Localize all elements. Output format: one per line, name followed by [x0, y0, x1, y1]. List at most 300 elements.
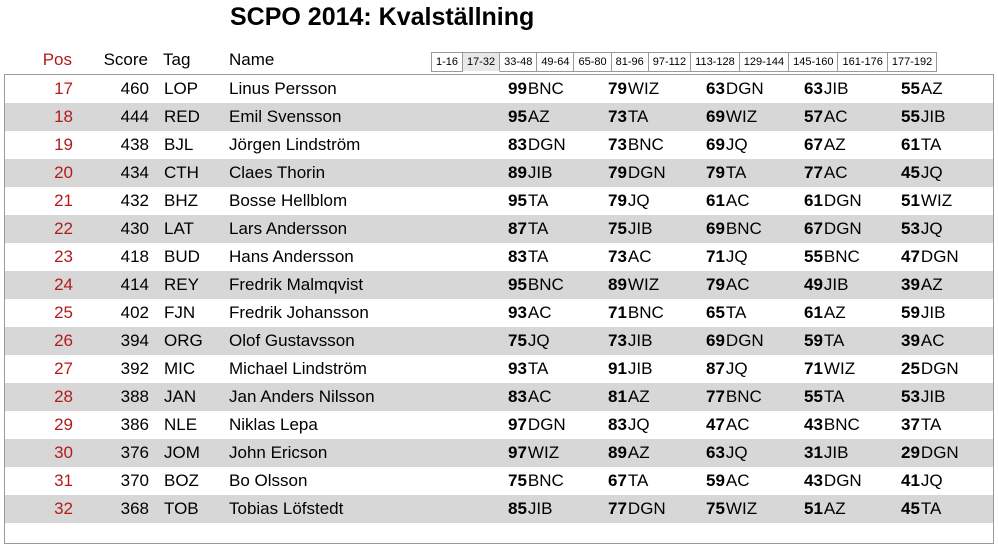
machine-score: 43: [804, 415, 823, 434]
row-name: Niklas Lepa: [229, 415, 318, 434]
machine-score: 59: [804, 331, 823, 350]
row-tag: CTH: [164, 163, 199, 182]
machine-code: DGN: [823, 471, 862, 490]
machine-score: 95: [508, 275, 527, 294]
row-name: Emil Svensson: [229, 107, 342, 126]
machine-score: 77: [706, 387, 725, 406]
machine-code: AC: [725, 471, 750, 490]
row-score: 386: [120, 415, 149, 434]
machine-code: DGN: [823, 219, 862, 238]
machine-result: [608, 359, 652, 379]
machine-result: [804, 471, 862, 491]
machine-score: 43: [804, 471, 823, 490]
machine-code: JQ: [920, 163, 943, 182]
tab-range[interactable]: 17-32: [463, 52, 500, 72]
machine-code: AC: [725, 275, 750, 294]
machine-result: [706, 219, 762, 239]
machine-result: [608, 247, 652, 267]
machine-result: [706, 79, 764, 99]
row-pos: 25: [54, 303, 73, 322]
machine-score: 41: [901, 471, 920, 490]
machine-score: 89: [508, 163, 527, 182]
row-tag: TOB: [164, 499, 199, 518]
machine-score: 79: [706, 275, 725, 294]
machine-result: [706, 107, 757, 127]
machine-result: [804, 331, 844, 351]
table-row: [5, 131, 993, 159]
row-pos: 31: [54, 471, 73, 490]
machine-code: AZ: [527, 107, 550, 126]
machine-result: [508, 107, 550, 127]
machine-score: 79: [706, 163, 725, 182]
machine-code: JQ: [627, 191, 650, 210]
row-pos: 30: [54, 443, 73, 462]
machine-result: [608, 415, 650, 435]
machine-code: JIB: [823, 443, 849, 462]
machine-code: JIB: [920, 303, 946, 322]
machine-score: 91: [608, 359, 627, 378]
machine-result: [901, 471, 943, 491]
machine-score: 45: [901, 499, 920, 518]
machine-result: [804, 107, 848, 127]
row-tag: BOZ: [164, 471, 199, 490]
machine-code: BNC: [823, 247, 860, 266]
machine-result: [901, 359, 959, 379]
machine-code: DGN: [627, 499, 666, 518]
machine-result: [508, 219, 548, 239]
row-score: 392: [120, 359, 149, 378]
machine-result: [901, 79, 943, 99]
standings-table: [4, 74, 994, 544]
machine-result: [508, 191, 548, 211]
machine-result: [608, 471, 648, 491]
machine-code: BNC: [725, 387, 762, 406]
machine-code: JQ: [725, 135, 748, 154]
machine-code: DGN: [920, 359, 959, 378]
row-score: 414: [120, 275, 149, 294]
machine-result: [706, 303, 746, 323]
row-score: 444: [120, 107, 149, 126]
machine-result: [706, 191, 750, 211]
machine-score: 75: [608, 219, 627, 238]
machine-code: TA: [920, 135, 942, 154]
machine-result: [508, 359, 548, 379]
machine-code: WIZ: [627, 79, 660, 98]
machine-score: 73: [608, 247, 627, 266]
machine-score: 47: [706, 415, 725, 434]
table-row: [5, 271, 993, 299]
machine-result: [706, 331, 764, 351]
machine-score: 87: [706, 359, 725, 378]
tab-range[interactable]: 177-192: [888, 52, 937, 72]
row-score: 402: [120, 303, 149, 322]
machine-score: 73: [608, 331, 627, 350]
table-row: [5, 327, 993, 355]
machine-result: [901, 135, 941, 155]
machine-score: 55: [804, 247, 823, 266]
machine-result: [804, 219, 862, 239]
machine-score: 49: [804, 275, 823, 294]
machine-code: TA: [527, 359, 549, 378]
machine-score: 73: [608, 135, 627, 154]
row-pos: 18: [54, 107, 73, 126]
machine-result: [804, 443, 848, 463]
row-score: 434: [120, 163, 149, 182]
machine-score: 79: [608, 79, 627, 98]
machine-result: [608, 499, 666, 519]
machine-score: 69: [706, 107, 725, 126]
machine-score: 87: [508, 219, 527, 238]
machine-result: [508, 247, 548, 267]
tab-range[interactable]: 49-64: [537, 52, 574, 72]
row-tag: NLE: [164, 415, 198, 434]
machine-score: 51: [804, 499, 823, 518]
machine-score: 39: [901, 275, 920, 294]
machine-result: [608, 163, 666, 183]
machine-code: JIB: [920, 387, 946, 406]
machine-score: 71: [706, 247, 725, 266]
machine-result: [804, 163, 848, 183]
machine-code: JQ: [920, 471, 943, 490]
machine-score: 89: [608, 443, 627, 462]
machine-code: TA: [627, 107, 649, 126]
machine-code: JQ: [725, 359, 748, 378]
row-name: Fredrik Malmqvist: [229, 275, 364, 294]
row-tag: ORG: [164, 331, 203, 350]
machine-code: AC: [920, 331, 945, 350]
machine-score: 93: [508, 303, 527, 322]
machine-score: 83: [508, 387, 527, 406]
column-header-tag: Tag: [163, 50, 191, 69]
machine-result: [608, 191, 650, 211]
tab-range[interactable]: 33-48: [500, 52, 537, 72]
machine-score: 69: [706, 331, 725, 350]
row-pos: 20: [54, 163, 73, 182]
machine-code: TA: [823, 387, 845, 406]
table-row: [5, 103, 993, 131]
machine-result: [901, 387, 945, 407]
machine-result: [508, 79, 564, 99]
tab-range[interactable]: 145-160: [789, 52, 838, 72]
row-pos: 19: [54, 135, 73, 154]
machine-score: 81: [608, 387, 627, 406]
row-score: 388: [120, 387, 149, 406]
row-pos: 28: [54, 387, 73, 406]
machine-code: WIZ: [725, 499, 758, 518]
machine-code: AZ: [627, 443, 650, 462]
row-score: 394: [120, 331, 149, 350]
machine-code: AC: [823, 107, 848, 126]
table-row: [5, 243, 993, 271]
machine-code: AC: [627, 247, 652, 266]
machine-score: 29: [901, 443, 920, 462]
machine-result: [804, 499, 846, 519]
row-pos: 29: [54, 415, 73, 434]
table-row: [5, 439, 993, 467]
tab-range[interactable]: 1-16: [432, 52, 463, 72]
row-tag: BUD: [164, 247, 200, 266]
machine-code: DGN: [527, 135, 566, 154]
row-pos: 26: [54, 331, 73, 350]
machine-result: [508, 415, 566, 435]
row-score: 460: [120, 79, 149, 98]
machine-score: 57: [804, 107, 823, 126]
machine-code: JIB: [627, 331, 653, 350]
row-name: John Ericson: [229, 443, 328, 462]
row-tag: JOM: [164, 443, 200, 462]
column-header-score: Score: [103, 50, 148, 69]
machine-score: 53: [901, 219, 920, 238]
machine-score: 85: [508, 499, 527, 518]
range-tabs: [431, 52, 937, 72]
row-score: 368: [120, 499, 149, 518]
row-name: Jörgen Lindström: [229, 135, 361, 154]
machine-result: [804, 359, 855, 379]
machine-result: [706, 135, 748, 155]
machine-result: [901, 331, 945, 351]
machine-code: AZ: [627, 387, 650, 406]
row-score: 432: [120, 191, 149, 210]
machine-code: JQ: [725, 247, 748, 266]
machine-result: [508, 303, 552, 323]
machine-result: [901, 303, 945, 323]
machine-result: [706, 247, 748, 267]
machine-score: 63: [706, 79, 725, 98]
machine-code: AC: [725, 415, 750, 434]
machine-code: JIB: [527, 163, 553, 182]
machine-code: BNC: [627, 135, 664, 154]
machine-result: [804, 247, 860, 267]
tab-range[interactable]: 65-80: [574, 52, 611, 72]
row-score: 376: [120, 443, 149, 462]
machine-score: 79: [608, 191, 627, 210]
machine-code: WIZ: [920, 191, 953, 210]
machine-score: 37: [901, 415, 920, 434]
machine-score: 67: [804, 135, 823, 154]
machine-score: 93: [508, 359, 527, 378]
machine-score: 73: [608, 107, 627, 126]
page-title: SCPO 2014: Kvalställning: [230, 3, 535, 31]
table-row: [5, 411, 993, 439]
machine-code: DGN: [527, 415, 566, 434]
machine-code: JIB: [527, 499, 553, 518]
machine-score: 51: [901, 191, 920, 210]
machine-score: 69: [706, 219, 725, 238]
machine-result: [901, 499, 941, 519]
machine-result: [804, 303, 846, 323]
machine-result: [608, 135, 664, 155]
machine-code: WIZ: [527, 443, 560, 462]
machine-score: 55: [804, 387, 823, 406]
row-score: 438: [120, 135, 149, 154]
row-score: 370: [120, 471, 149, 490]
machine-code: JQ: [627, 415, 650, 434]
machine-score: 61: [804, 303, 823, 322]
machine-code: JQ: [527, 331, 550, 350]
machine-score: 89: [608, 275, 627, 294]
machine-result: [508, 443, 559, 463]
machine-score: 83: [508, 247, 527, 266]
row-tag: RED: [164, 107, 200, 126]
machine-result: [706, 471, 750, 491]
machine-result: [508, 275, 564, 295]
row-tag: REY: [164, 275, 199, 294]
machine-code: DGN: [627, 163, 666, 182]
machine-code: AC: [823, 163, 848, 182]
row-name: Jan Anders Nilsson: [229, 387, 375, 406]
table-row: [5, 299, 993, 327]
machine-score: 31: [804, 443, 823, 462]
machine-score: 65: [706, 303, 725, 322]
row-name: Fredrik Johansson: [229, 303, 369, 322]
machine-score: 79: [608, 163, 627, 182]
machine-code: BNC: [527, 275, 564, 294]
machine-score: 77: [804, 163, 823, 182]
machine-code: AC: [527, 303, 552, 322]
column-header-name: Name: [229, 50, 275, 69]
machine-code: JQ: [920, 219, 943, 238]
machine-result: [901, 163, 943, 183]
table-row: [5, 215, 993, 243]
machine-result: [706, 359, 748, 379]
machine-code: BNC: [725, 219, 762, 238]
machine-code: JIB: [823, 79, 849, 98]
machine-result: [608, 331, 652, 351]
column-header-pos: Pos: [42, 50, 72, 69]
machine-score: 97: [508, 415, 527, 434]
row-pos: 24: [54, 275, 73, 294]
row-pos: 23: [54, 247, 73, 266]
machine-result: [901, 191, 952, 211]
machine-result: [901, 415, 941, 435]
machine-score: 61: [901, 135, 920, 154]
row-score: 418: [120, 247, 149, 266]
machine-score: 75: [508, 471, 527, 490]
row-tag: FJN: [164, 303, 196, 322]
machine-result: [608, 79, 659, 99]
machine-code: AC: [527, 387, 552, 406]
row-name: Bosse Hellblom: [229, 191, 348, 210]
table-row: [5, 355, 993, 383]
row-name: Tobias Löfstedt: [229, 499, 344, 518]
machine-result: [706, 499, 757, 519]
machine-code: WIZ: [823, 359, 856, 378]
machine-result: [901, 107, 945, 127]
machine-code: DGN: [920, 247, 959, 266]
machine-code: DGN: [725, 331, 764, 350]
machine-score: 59: [901, 303, 920, 322]
machine-result: [508, 331, 550, 351]
machine-score: 61: [804, 191, 823, 210]
machine-code: TA: [823, 331, 845, 350]
machine-score: 63: [804, 79, 823, 98]
row-pos: 27: [54, 359, 73, 378]
machine-result: [901, 443, 959, 463]
machine-result: [608, 303, 664, 323]
tab-range[interactable]: 81-96: [612, 52, 649, 72]
tab-range[interactable]: 161-176: [838, 52, 887, 72]
machine-result: [508, 163, 552, 183]
machine-code: JQ: [725, 443, 748, 462]
row-name: Claes Thorin: [229, 163, 326, 182]
table-row: [5, 187, 993, 215]
machine-score: 67: [608, 471, 627, 490]
machine-code: JIB: [823, 275, 849, 294]
machine-result: [508, 471, 564, 491]
machine-code: TA: [527, 191, 549, 210]
machine-code: AC: [725, 191, 750, 210]
machine-result: [608, 443, 650, 463]
machine-code: JIB: [627, 359, 653, 378]
machine-score: 47: [901, 247, 920, 266]
machine-result: [608, 107, 648, 127]
row-name: Hans Andersson: [229, 247, 354, 266]
row-tag: MIC: [164, 359, 196, 378]
machine-result: [804, 79, 848, 99]
machine-code: TA: [920, 499, 942, 518]
machine-result: [804, 415, 860, 435]
machine-code: BNC: [627, 303, 664, 322]
machine-code: TA: [920, 415, 942, 434]
machine-code: AZ: [823, 303, 846, 322]
machine-code: WIZ: [725, 107, 758, 126]
tab-range[interactable]: 113-128: [691, 52, 740, 72]
row-score: 430: [120, 219, 149, 238]
tab-range[interactable]: 97-112: [649, 52, 691, 72]
machine-result: [508, 387, 552, 407]
machine-result: [706, 415, 750, 435]
machine-code: AZ: [823, 499, 846, 518]
machine-score: 61: [706, 191, 725, 210]
machine-code: WIZ: [627, 275, 660, 294]
machine-score: 99: [508, 79, 527, 98]
machine-code: DGN: [725, 79, 764, 98]
machine-code: TA: [527, 247, 549, 266]
machine-score: 83: [508, 135, 527, 154]
machine-score: 67: [804, 219, 823, 238]
machine-score: 83: [608, 415, 627, 434]
tab-range[interactable]: 129-144: [740, 52, 789, 72]
machine-score: 59: [706, 471, 725, 490]
machine-result: [608, 387, 650, 407]
machine-result: [901, 247, 959, 267]
row-name: Linus Persson: [229, 79, 337, 98]
machine-result: [706, 163, 746, 183]
machine-score: 95: [508, 107, 527, 126]
machine-code: JIB: [920, 107, 946, 126]
row-pos: 32: [54, 499, 73, 518]
machine-result: [706, 275, 750, 295]
machine-score: 71: [608, 303, 627, 322]
machine-code: DGN: [823, 191, 862, 210]
table-row: [5, 495, 993, 523]
row-pos: 21: [54, 191, 73, 210]
machine-code: BNC: [527, 471, 564, 490]
machine-code: AZ: [920, 275, 943, 294]
machine-code: TA: [627, 471, 649, 490]
machine-score: 95: [508, 191, 527, 210]
machine-result: [508, 135, 566, 155]
row-pos: 17: [54, 79, 73, 98]
machine-code: TA: [725, 303, 747, 322]
machine-score: 75: [508, 331, 527, 350]
machine-code: DGN: [920, 443, 959, 462]
row-name: Bo Olsson: [229, 471, 308, 490]
machine-code: TA: [527, 219, 549, 238]
machine-code: JIB: [627, 219, 653, 238]
machine-score: 39: [901, 331, 920, 350]
machine-result: [804, 275, 848, 295]
